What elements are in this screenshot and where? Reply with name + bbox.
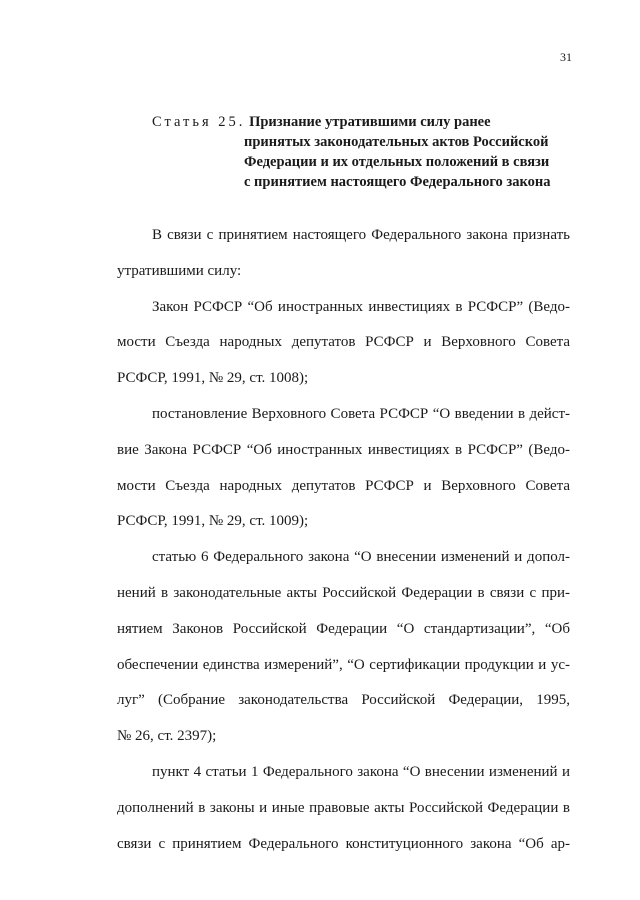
text-line: пункт 4 статьи 1 Федерального закона “О внесении изменений и — [152, 763, 570, 780]
text-line: луг” (Собрание законодательства Российской Федерации, 1995, — [117, 692, 570, 709]
text-line: РСФСР, 1991, № 29, ст. 1008); — [117, 370, 309, 387]
page-number: 31 — [560, 50, 572, 64]
article-title-line: Признание утратившими силу ранее — [249, 114, 491, 130]
text-line: нятием Законов Российской Федерации “О стандартизации”, “Об — [117, 620, 570, 637]
body-text — [117, 218, 570, 862]
text-line: статью 6 Федерального закона “О внесении изменений и допол- — [152, 549, 570, 566]
text-line: обеспечении единства измерений”, “О сертификации продукции и ус- — [117, 656, 570, 673]
text-line: связи с принятием Федерального конституционного закона “Об ар- — [117, 835, 570, 852]
text-line: постановление Верховного Совета РСФСР “О введении в дейст- — [152, 405, 570, 422]
text-line: дополнений в законы и иные правовые акты Российской Федерации в — [117, 799, 570, 816]
text-line: нений в законодательные акты Российской Федерации в связи с при- — [117, 584, 570, 601]
text-line: утратившими силу: — [117, 262, 242, 279]
text-line: мости Съезда народных депутатов РСФСР и Верховного Совета — [117, 477, 570, 494]
article-title-line: принятых законодательных актов Российской — [244, 134, 549, 150]
text-line: В связи с принятием настоящего Федерального закона признать — [152, 227, 570, 243]
article-title-line: с принятием настоящего Федерального закона — [244, 174, 551, 190]
text-line: мости Съезда народных депутатов РСФСР и Верховного Совета — [117, 334, 570, 351]
text-line: Закон РСФСР “Об иностранных инвестициях в РСФСР” (Ведо- — [152, 298, 570, 315]
article-title-line: Федерации и их отдельных положений в связи — [244, 154, 550, 170]
text-line: РСФСР, 1991, № 29, ст. 1009); — [117, 513, 309, 530]
text-line: № 26, ст. 2397); — [117, 728, 217, 745]
article-label: Статья 25. — [152, 114, 246, 130]
article-heading — [152, 112, 572, 192]
text-line: вие Закона РСФСР “Об иностранных инвестициях в РСФСР” (Ведо- — [117, 441, 570, 458]
